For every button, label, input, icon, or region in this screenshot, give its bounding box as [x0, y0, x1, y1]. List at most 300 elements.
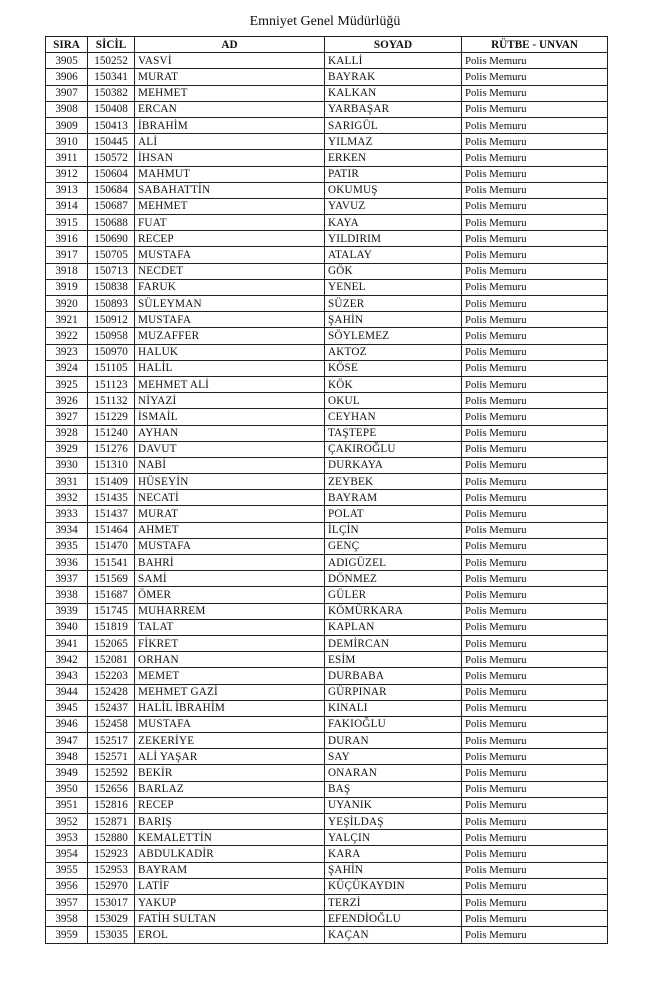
cell-sira: 3926 [46, 393, 88, 409]
cell-rutbe: Polis Memuru [462, 797, 608, 813]
table-row [46, 69, 608, 85]
table-header [46, 37, 608, 53]
table-row [46, 425, 608, 441]
cell-soyad: UYANIK [325, 797, 462, 813]
cell-sicil: 151310 [88, 457, 135, 473]
cell-ad: TALAT [135, 619, 325, 635]
cell-sicil: 152880 [88, 830, 135, 846]
cell-sicil: 152816 [88, 797, 135, 813]
column-header-ad: AD [135, 37, 325, 53]
cell-sicil: 153035 [88, 927, 135, 943]
cell-ad: BARIŞ [135, 814, 325, 830]
cell-rutbe: Polis Memuru [462, 522, 608, 538]
cell-soyad: TERZİ [325, 894, 462, 910]
cell-sicil: 152203 [88, 668, 135, 684]
table-row [46, 474, 608, 490]
table-row [46, 117, 608, 133]
table-row [46, 716, 608, 732]
cell-rutbe: Polis Memuru [462, 409, 608, 425]
cell-soyad: KALLİ [325, 53, 462, 69]
cell-ad: NİYAZİ [135, 393, 325, 409]
cell-sira: 3906 [46, 69, 88, 85]
cell-ad: AYHAN [135, 425, 325, 441]
table-row [46, 878, 608, 894]
cell-sira: 3958 [46, 911, 88, 927]
table-row [46, 830, 608, 846]
cell-sicil: 151276 [88, 441, 135, 457]
cell-soyad: YILDIRIM [325, 231, 462, 247]
cell-soyad: GÜRPINAR [325, 684, 462, 700]
cell-soyad: OKUL [325, 393, 462, 409]
cell-rutbe: Polis Memuru [462, 830, 608, 846]
cell-sicil: 152871 [88, 814, 135, 830]
cell-sira: 3938 [46, 587, 88, 603]
table-row [46, 312, 608, 328]
cell-rutbe: Polis Memuru [462, 117, 608, 133]
table-row [46, 263, 608, 279]
cell-rutbe: Polis Memuru [462, 538, 608, 554]
cell-sira: 3935 [46, 538, 88, 554]
cell-ad: NECATİ [135, 490, 325, 506]
table-row [46, 522, 608, 538]
table-row [46, 457, 608, 473]
cell-sira: 3952 [46, 814, 88, 830]
cell-soyad: GÖK [325, 263, 462, 279]
cell-soyad: BAYRAK [325, 69, 462, 85]
cell-sira: 3956 [46, 878, 88, 894]
cell-sicil: 151132 [88, 393, 135, 409]
cell-rutbe: Polis Memuru [462, 376, 608, 392]
cell-ad: MEHMET [135, 198, 325, 214]
cell-sicil: 151105 [88, 360, 135, 376]
cell-soyad: İLÇİN [325, 522, 462, 538]
table-row [46, 150, 608, 166]
cell-ad: ORHAN [135, 652, 325, 668]
cell-ad: MEHMET GAZİ [135, 684, 325, 700]
cell-sicil: 151240 [88, 425, 135, 441]
cell-ad: ABDULKADİR [135, 846, 325, 862]
table-row [46, 215, 608, 231]
cell-sicil: 150684 [88, 182, 135, 198]
table-row [46, 603, 608, 619]
header-row [46, 37, 608, 53]
cell-ad: LATİF [135, 878, 325, 894]
cell-sicil: 150341 [88, 69, 135, 85]
table-row [46, 862, 608, 878]
table-row [46, 134, 608, 150]
cell-rutbe: Polis Memuru [462, 296, 608, 312]
cell-rutbe: Polis Memuru [462, 927, 608, 943]
cell-sira: 3927 [46, 409, 88, 425]
cell-sicil: 150705 [88, 247, 135, 263]
cell-rutbe: Polis Memuru [462, 894, 608, 910]
cell-soyad: KAPLAN [325, 619, 462, 635]
cell-soyad: YALÇIN [325, 830, 462, 846]
cell-sira: 3914 [46, 198, 88, 214]
cell-ad: İSMAİL [135, 409, 325, 425]
table-body [46, 53, 608, 943]
cell-ad: EROL [135, 927, 325, 943]
cell-rutbe: Polis Memuru [462, 247, 608, 263]
cell-sicil: 150970 [88, 344, 135, 360]
cell-ad: MEMET [135, 668, 325, 684]
cell-rutbe: Polis Memuru [462, 603, 608, 619]
cell-sira: 3941 [46, 635, 88, 651]
cell-soyad: YILMAZ [325, 134, 462, 150]
cell-sicil: 152656 [88, 781, 135, 797]
cell-sira: 3918 [46, 263, 88, 279]
cell-sira: 3919 [46, 279, 88, 295]
cell-ad: AHMET [135, 522, 325, 538]
cell-ad: MEHMET ALİ [135, 376, 325, 392]
cell-rutbe: Polis Memuru [462, 457, 608, 473]
table-row [46, 506, 608, 522]
cell-soyad: KAÇAN [325, 927, 462, 943]
cell-soyad: SÜZER [325, 296, 462, 312]
cell-rutbe: Polis Memuru [462, 474, 608, 490]
cell-rutbe: Polis Memuru [462, 150, 608, 166]
cell-ad: BEKİR [135, 765, 325, 781]
table-row [46, 846, 608, 862]
table-row [46, 296, 608, 312]
cell-soyad: ÇAKIROĞLU [325, 441, 462, 457]
cell-sicil: 153029 [88, 911, 135, 927]
cell-sira: 3939 [46, 603, 88, 619]
cell-sicil: 152571 [88, 749, 135, 765]
table-row [46, 571, 608, 587]
table-row [46, 393, 608, 409]
cell-rutbe: Polis Memuru [462, 814, 608, 830]
cell-sira: 3954 [46, 846, 88, 862]
cell-sira: 3933 [46, 506, 88, 522]
cell-rutbe: Polis Memuru [462, 635, 608, 651]
cell-sira: 3910 [46, 134, 88, 150]
cell-sira: 3940 [46, 619, 88, 635]
cell-soyad: DEMİRCAN [325, 635, 462, 651]
cell-sicil: 150382 [88, 85, 135, 101]
table-row [46, 85, 608, 101]
cell-soyad: YEŞİLDAŞ [325, 814, 462, 830]
table-row [46, 765, 608, 781]
cell-rutbe: Polis Memuru [462, 587, 608, 603]
cell-soyad: ŞAHİN [325, 862, 462, 878]
cell-rutbe: Polis Memuru [462, 700, 608, 716]
cell-sicil: 152437 [88, 700, 135, 716]
cell-sira: 3953 [46, 830, 88, 846]
cell-soyad: ESİM [325, 652, 462, 668]
cell-ad: MUHARREM [135, 603, 325, 619]
cell-ad: ZEKERİYE [135, 733, 325, 749]
cell-rutbe: Polis Memuru [462, 878, 608, 894]
cell-sira: 3945 [46, 700, 88, 716]
cell-sira: 3928 [46, 425, 88, 441]
table-row [46, 198, 608, 214]
cell-ad: NABİ [135, 457, 325, 473]
cell-ad: MAHMUT [135, 166, 325, 182]
cell-sicil: 151409 [88, 474, 135, 490]
cell-sira: 3913 [46, 182, 88, 198]
cell-ad: MUSTAFA [135, 716, 325, 732]
cell-ad: MEHMET [135, 85, 325, 101]
cell-rutbe: Polis Memuru [462, 441, 608, 457]
cell-sira: 3951 [46, 797, 88, 813]
cell-sira: 3946 [46, 716, 88, 732]
cell-sira: 3921 [46, 312, 88, 328]
cell-sira: 3923 [46, 344, 88, 360]
cell-soyad: AKTOZ [325, 344, 462, 360]
table-row [46, 490, 608, 506]
cell-ad: VASVİ [135, 53, 325, 69]
cell-rutbe: Polis Memuru [462, 555, 608, 571]
cell-soyad: KARA [325, 846, 462, 862]
cell-ad: İBRAHİM [135, 117, 325, 133]
cell-soyad: ADIGÜZEL [325, 555, 462, 571]
table-row [46, 797, 608, 813]
cell-soyad: OKUMUŞ [325, 182, 462, 198]
cell-sicil: 150893 [88, 296, 135, 312]
column-header-sicil: SİCİL [88, 37, 135, 53]
cell-rutbe: Polis Memuru [462, 312, 608, 328]
table-row [46, 927, 608, 943]
cell-sicil: 150688 [88, 215, 135, 231]
cell-soyad: KAYA [325, 215, 462, 231]
table-row [46, 360, 608, 376]
cell-sicil: 151687 [88, 587, 135, 603]
cell-soyad: SÖYLEMEZ [325, 328, 462, 344]
cell-sira: 3942 [46, 652, 88, 668]
cell-soyad: SAY [325, 749, 462, 765]
cell-sicil: 150604 [88, 166, 135, 182]
table-row [46, 279, 608, 295]
cell-ad: BAHRİ [135, 555, 325, 571]
table-row [46, 538, 608, 554]
cell-rutbe: Polis Memuru [462, 101, 608, 117]
cell-soyad: EFENDİOĞLU [325, 911, 462, 927]
table-row [46, 182, 608, 198]
cell-sira: 3949 [46, 765, 88, 781]
cell-sicil: 152081 [88, 652, 135, 668]
cell-soyad: TAŞTEPE [325, 425, 462, 441]
cell-sicil: 151569 [88, 571, 135, 587]
cell-sira: 3943 [46, 668, 88, 684]
cell-soyad: YARBAŞAR [325, 101, 462, 117]
cell-soyad: YAVUZ [325, 198, 462, 214]
cell-ad: FİKRET [135, 635, 325, 651]
column-header-soyad: SOYAD [325, 37, 462, 53]
cell-soyad: CEYHAN [325, 409, 462, 425]
cell-soyad: GÜLER [325, 587, 462, 603]
cell-rutbe: Polis Memuru [462, 328, 608, 344]
cell-sicil: 150958 [88, 328, 135, 344]
cell-sicil: 152970 [88, 878, 135, 894]
cell-rutbe: Polis Memuru [462, 765, 608, 781]
cell-sicil: 150445 [88, 134, 135, 150]
cell-sicil: 150687 [88, 198, 135, 214]
cell-sicil: 151745 [88, 603, 135, 619]
cell-rutbe: Polis Memuru [462, 425, 608, 441]
cell-ad: YAKUP [135, 894, 325, 910]
cell-rutbe: Polis Memuru [462, 69, 608, 85]
cell-sira: 3934 [46, 522, 88, 538]
cell-sicil: 150690 [88, 231, 135, 247]
cell-sira: 3912 [46, 166, 88, 182]
cell-soyad: ATALAY [325, 247, 462, 263]
table-row [46, 894, 608, 910]
table-row [46, 231, 608, 247]
table-row [46, 247, 608, 263]
cell-soyad: DURBABA [325, 668, 462, 684]
cell-sicil: 150408 [88, 101, 135, 117]
cell-sicil: 151437 [88, 506, 135, 522]
column-header-rutbe-unvan: RÜTBE - UNVAN [462, 37, 608, 53]
cell-soyad: GENÇ [325, 538, 462, 554]
cell-sicil: 151464 [88, 522, 135, 538]
cell-soyad: KALKAN [325, 85, 462, 101]
cell-ad: MURAT [135, 506, 325, 522]
cell-rutbe: Polis Memuru [462, 862, 608, 878]
cell-soyad: ONARAN [325, 765, 462, 781]
cell-soyad: YENEL [325, 279, 462, 295]
cell-ad: FARUK [135, 279, 325, 295]
table-row [46, 700, 608, 716]
cell-sicil: 153017 [88, 894, 135, 910]
cell-soyad: BAYRAM [325, 490, 462, 506]
table-row [46, 619, 608, 635]
cell-soyad: DURAN [325, 733, 462, 749]
cell-sira: 3916 [46, 231, 88, 247]
cell-sira: 3950 [46, 781, 88, 797]
cell-sicil: 151229 [88, 409, 135, 425]
cell-ad: RECEP [135, 231, 325, 247]
cell-rutbe: Polis Memuru [462, 53, 608, 69]
cell-rutbe: Polis Memuru [462, 619, 608, 635]
cell-sira: 3907 [46, 85, 88, 101]
column-header-sira: SIRA [46, 37, 88, 53]
cell-soyad: ŞAHİN [325, 312, 462, 328]
table-row [46, 555, 608, 571]
cell-sicil: 152458 [88, 716, 135, 732]
table-row [46, 781, 608, 797]
cell-ad: NECDET [135, 263, 325, 279]
cell-soyad: ZEYBEK [325, 474, 462, 490]
table-row [46, 635, 608, 651]
cell-ad: SABAHATTİN [135, 182, 325, 198]
cell-sira: 3922 [46, 328, 88, 344]
cell-rutbe: Polis Memuru [462, 393, 608, 409]
cell-soyad: PATIR [325, 166, 462, 182]
cell-sicil: 152065 [88, 635, 135, 651]
cell-ad: MUSTAFA [135, 312, 325, 328]
cell-ad: ÖMER [135, 587, 325, 603]
cell-rutbe: Polis Memuru [462, 279, 608, 295]
cell-sicil: 152517 [88, 733, 135, 749]
cell-sicil: 151819 [88, 619, 135, 635]
cell-rutbe: Polis Memuru [462, 668, 608, 684]
cell-soyad: SARIGÜL [325, 117, 462, 133]
cell-rutbe: Polis Memuru [462, 215, 608, 231]
cell-ad: FATİH SULTAN [135, 911, 325, 927]
cell-rutbe: Polis Memuru [462, 134, 608, 150]
cell-sira: 3947 [46, 733, 88, 749]
cell-sira: 3924 [46, 360, 88, 376]
table-row [46, 911, 608, 927]
cell-rutbe: Polis Memuru [462, 911, 608, 927]
cell-ad: HALİL [135, 360, 325, 376]
cell-sicil: 150252 [88, 53, 135, 69]
cell-sira: 3948 [46, 749, 88, 765]
cell-ad: RECEP [135, 797, 325, 813]
cell-rutbe: Polis Memuru [462, 263, 608, 279]
cell-rutbe: Polis Memuru [462, 749, 608, 765]
cell-rutbe: Polis Memuru [462, 846, 608, 862]
table-row [46, 409, 608, 425]
cell-rutbe: Polis Memuru [462, 198, 608, 214]
cell-sira: 3959 [46, 927, 88, 943]
cell-ad: ALİ [135, 134, 325, 150]
cell-sira: 3905 [46, 53, 88, 69]
cell-sira: 3909 [46, 117, 88, 133]
table-row [46, 344, 608, 360]
cell-rutbe: Polis Memuru [462, 733, 608, 749]
page-title: Emniyet Genel Müdürlüğü [249, 14, 401, 29]
cell-ad: FUAT [135, 215, 325, 231]
cell-sira: 3944 [46, 684, 88, 700]
cell-sicil: 150912 [88, 312, 135, 328]
cell-sira: 3937 [46, 571, 88, 587]
cell-ad: KEMALETTİN [135, 830, 325, 846]
cell-sira: 3911 [46, 150, 88, 166]
cell-ad: MUSTAFA [135, 538, 325, 554]
cell-rutbe: Polis Memuru [462, 684, 608, 700]
table-row [46, 328, 608, 344]
cell-soyad: KÖSE [325, 360, 462, 376]
cell-rutbe: Polis Memuru [462, 231, 608, 247]
cell-sicil: 151541 [88, 555, 135, 571]
cell-ad: HÜSEYİN [135, 474, 325, 490]
cell-soyad: KÜÇÜKAYDIN [325, 878, 462, 894]
cell-sicil: 150713 [88, 263, 135, 279]
table-row [46, 733, 608, 749]
cell-soyad: POLAT [325, 506, 462, 522]
cell-sira: 3955 [46, 862, 88, 878]
cell-ad: İHSAN [135, 150, 325, 166]
cell-sicil: 152428 [88, 684, 135, 700]
cell-sira: 3917 [46, 247, 88, 263]
table-row [46, 814, 608, 830]
cell-sicil: 152923 [88, 846, 135, 862]
table-row [46, 166, 608, 182]
table-row [46, 441, 608, 457]
cell-soyad: KINALI [325, 700, 462, 716]
cell-sicil: 151470 [88, 538, 135, 554]
cell-sira: 3915 [46, 215, 88, 231]
cell-sicil: 151123 [88, 376, 135, 392]
table-row [46, 587, 608, 603]
cell-soyad: BAŞ [325, 781, 462, 797]
cell-rutbe: Polis Memuru [462, 182, 608, 198]
cell-sira: 3936 [46, 555, 88, 571]
cell-soyad: ERKEN [325, 150, 462, 166]
cell-ad: HALUK [135, 344, 325, 360]
cell-sira: 3932 [46, 490, 88, 506]
cell-sira: 3957 [46, 894, 88, 910]
cell-rutbe: Polis Memuru [462, 716, 608, 732]
cell-ad: MURAT [135, 69, 325, 85]
cell-rutbe: Polis Memuru [462, 506, 608, 522]
cell-soyad: FAKIOĞLU [325, 716, 462, 732]
table-row [46, 668, 608, 684]
cell-rutbe: Polis Memuru [462, 490, 608, 506]
